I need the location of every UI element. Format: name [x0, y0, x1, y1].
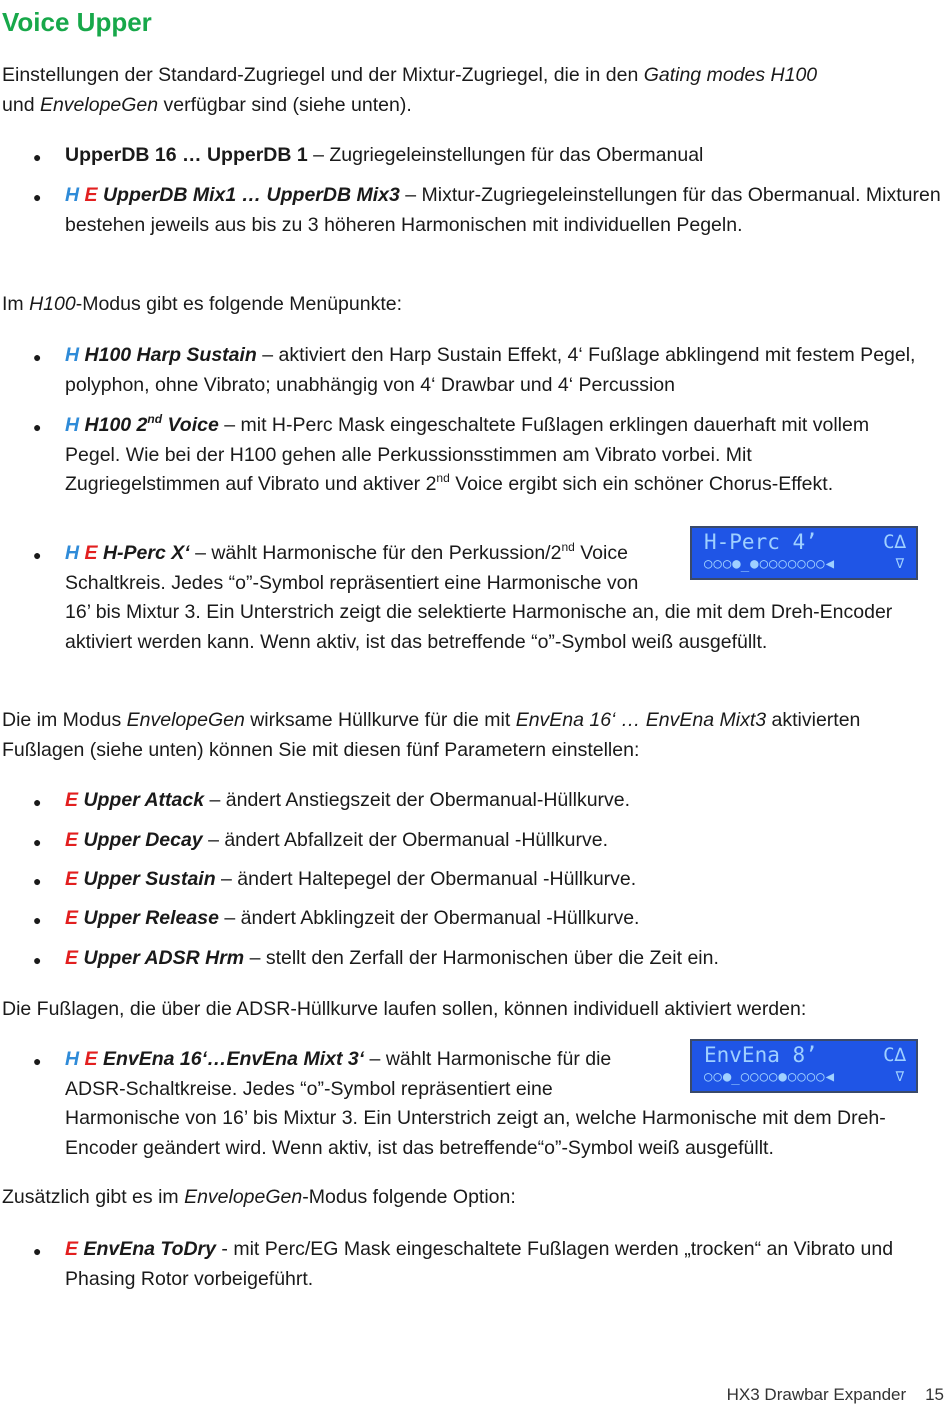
lcd-right-2: ∇ [895, 556, 904, 572]
bullet: ● [33, 189, 42, 205]
page-number: 15 [925, 1385, 944, 1404]
bullet: ● [33, 794, 42, 810]
bullet: ● [33, 952, 42, 968]
bullet: ● [33, 547, 42, 563]
h100-intro: Im H100-Modus gibt es folgende Menüpunkte: [2, 293, 403, 315]
list-item: H E UpperDB Mix1 … UpperDB Mix3 – Mixtur-Zugriegeleinstellungen für das Obermanual. Mixturen bestehen jeweils aus bis zu 3 höheren Harmonischen mit individuellen Pegeln. [65, 184, 941, 236]
lcd-line-2: ○○○●̲●○○○○○○○◀ [704, 556, 836, 572]
lcd-display-hperc [690, 526, 918, 580]
list-item: H E EnvEna 16‘…EnvEna Mixt 3‘ – wählt Harmonische für die ADSR-Schaltkreise. Jedes “o”-Symbol repräsentiert eine Harmonische von 16’ bis Mixtur 3. Ein Unterstrich zeigt an, welche Harmonische mit dem Dreh-Encoder geändert wird. Wenn aktiv, ist das betreffende“o”-Symbol weiß ausgefüllt. [65, 1048, 886, 1159]
lcd-line-1: H-Perc 4’ [704, 530, 818, 554]
lcd-right-2: ∇ [895, 1069, 904, 1085]
list-item: E Upper Sustain – ändert Haltepegel der Obermanual -Hüllkurve. [65, 868, 637, 890]
bullet: ● [33, 873, 42, 889]
page-title: Voice Upper [2, 7, 152, 37]
list-item: H E H-Perc X‘ – wählt Harmonische für den Perkussion/2nd Voice Schaltkreis. Jedes “o”-Symbol repräsentiert eine Harmonische von 16’ bis Mixtur 3. Ein Unterstrich zeigt die selektierte Harmonische an, die mit dem Dreh-Encoder aktiviert werden kann. Wenn aktiv, ist das betreffende “o”-Symbol weiß ausgefüllt. [65, 540, 893, 653]
bullet: ● [33, 1243, 42, 1259]
bullet: ● [33, 1053, 42, 1069]
lcd-display-envena [690, 1039, 918, 1093]
list-item: E Upper Decay – ändert Abfallzeit der Obermanual -Hüllkurve. [65, 829, 609, 851]
list-item: H H100 2nd Voice – mit H-Perc Mask eingeschaltete Fußlagen erklingen dauerhaft mit vollem Pegel. Wie bei der H100 gehen alle Perkussionsstimmen am Vibrato vorbei. Mit Zugriegelstimmen auf Vibrato und aktiver 2nd Voice ergibt sich ein schöner Chorus-Effekt. [65, 412, 870, 495]
footage-intro: Die Fußlagen, die über die ADSR-Hüllkurve laufen sollen, können individuell aktiviert werden: [2, 998, 807, 1020]
bullet: ● [33, 419, 42, 435]
bullet: ● [33, 349, 42, 365]
intro-paragraph: Einstellungen der Standard-Zugriegel und der Mixtur-Zugriegel, die in den Gating modes H100 und EnvelopeGen verfügbar sind (siehe unten). [2, 64, 818, 116]
lcd-line-1: EnvEna 8’ [704, 1043, 818, 1067]
bullet: ● [33, 149, 42, 165]
bullet: ● [33, 834, 42, 850]
list-item: UpperDB 16 … UpperDB 1 – Zugriegeleinstellungen für das Obermanual [65, 144, 704, 166]
list-item: E Upper ADSR Hrm – stellt den Zerfall der Harmonischen über die Zeit ein. [65, 947, 719, 969]
list-item: E EnvEna ToDry - mit Perc/EG Mask eingeschaltete Fußlagen werden „trocken“ an Vibrato und Phasing Rotor vorbeigeführt. [65, 1238, 894, 1290]
lcd-right-1: C∆ [883, 531, 906, 553]
extra-intro: Zusätzlich gibt es im EnvelopeGen-Modus folgende Option: [2, 1186, 516, 1208]
lcd-right-1: C∆ [883, 1044, 906, 1066]
page-footer [727, 1380, 944, 1410]
footer-title: HX3 Drawbar Expander [726, 1385, 907, 1404]
envelope-intro: Die im Modus EnvelopeGen wirksame Hüllkurve für die mit EnvEna 16‘ … EnvEna Mixt3 aktivierten Fußlagen (siehe unten) können Sie mit diesen fünf Parametern einstellen: [2, 709, 861, 761]
bullet: ● [33, 912, 42, 928]
lcd-line-2: ○○●̲○○○○●○○○○◀ [704, 1069, 836, 1085]
list-item: E Upper Release – ändert Abklingzeit der Obermanual -Hüllkurve. [65, 907, 640, 929]
list-item: H H100 Harp Sustain – aktiviert den Harp Sustain Effekt, 4‘ Fußlage abklingend mit festem Pegel, polyphon, ohne Vibrato; unabhängig von 4‘ Drawbar und 4‘ Percussion [65, 344, 916, 396]
list-item: E Upper Attack – ändert Anstiegszeit der Obermanual-Hüllkurve. [65, 789, 631, 811]
